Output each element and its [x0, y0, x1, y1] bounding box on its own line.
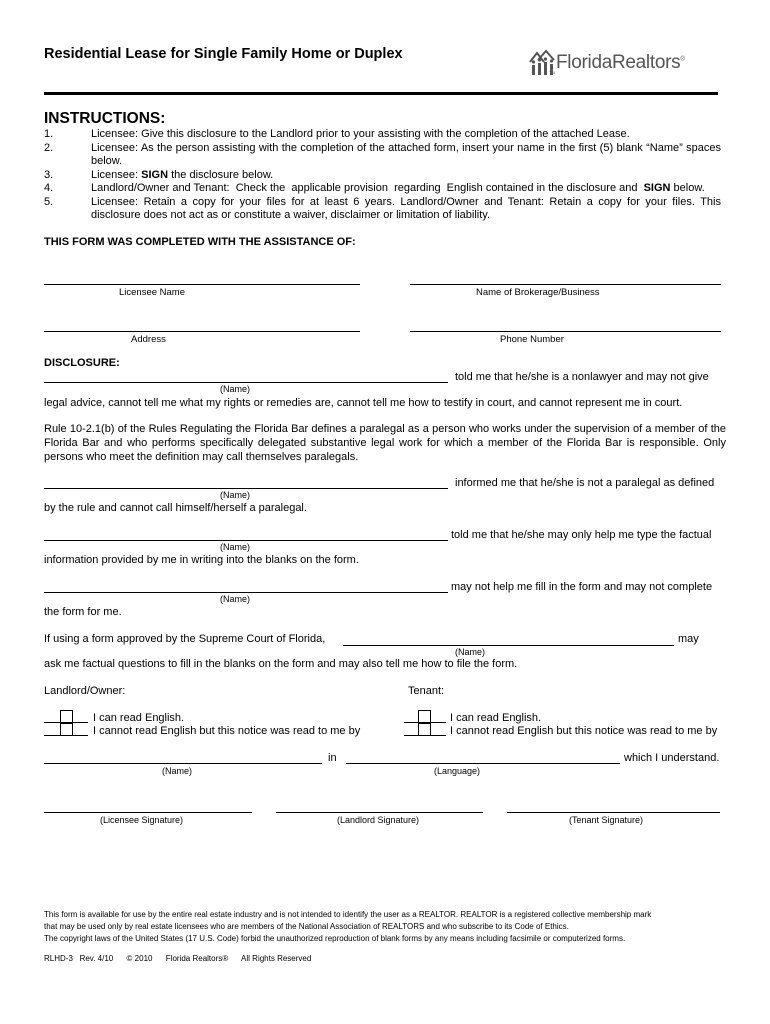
name-line-4[interactable]: [44, 592, 448, 593]
tenant-cannot-read-checkbox[interactable]: [418, 723, 431, 736]
tenant-cannot-read-label: I cannot read English but this notice was read to me by: [450, 725, 718, 737]
understand-label: which I understand.: [624, 752, 720, 764]
name-line-5[interactable]: [343, 645, 674, 646]
instructions-heading: INSTRUCTIONS:: [44, 110, 166, 127]
name-line-3[interactable]: [44, 540, 448, 541]
address-line[interactable]: [44, 331, 360, 332]
florida-realtors-logo: [528, 46, 685, 80]
instruction-item: 1. Licensee: Give this disclosure to the Landlord prior to your assisting with the completion of the attached Lease.: [44, 128, 630, 140]
disclosure-statement-5-tail: may: [678, 633, 699, 645]
footer-notice-line-1: This form is available for use by the entire real estate industry and is not intended to identify the user as a REALTOR. REALTOR is a registered collective membership mark: [44, 910, 652, 919]
name-line-1[interactable]: [44, 382, 448, 383]
name-caption: (Name): [455, 647, 486, 657]
language-line[interactable]: [346, 763, 620, 764]
instruction-item: 3. Licensee: SIGN the disclosure below.: [44, 168, 274, 181]
name-caption: (Name): [220, 384, 251, 394]
landlord-cannot-read-checkbox[interactable]: [60, 723, 73, 736]
disclosure-statement-2-cont: by the rule and cannot call himself/herself a paralegal.: [44, 502, 307, 514]
in-label: in: [328, 752, 337, 764]
brokerage-line[interactable]: [410, 284, 721, 285]
footer-notice-line-3: The copyright laws of the United States (17 U.S. Code) forbid the unauthorized reproduction of blank forms by any means including facsimile or computerized forms.: [44, 934, 626, 943]
paralegal-rule-paragraph: Rule 10-2.1(b) of the Rules Regulating the Florida Bar defines a paralegal as a person who works under the supervision of a member of the Florida Bar and who performs specifically delegated substantive legal work for which a member of the Florida Bar is responsible. Only persons who meet the definition may call themselves paralegals.: [44, 423, 726, 463]
name-caption: (Name): [220, 490, 251, 500]
landlord-can-read-label: I can read English.: [93, 712, 185, 724]
form-title: Residential Lease for Single Family Home or Duplex: [44, 46, 403, 62]
landlord-signature-caption: (Landlord Signature): [337, 815, 420, 825]
disclosure-heading: DISCLOSURE:: [44, 357, 120, 369]
landlord-signature-line[interactable]: [276, 812, 483, 813]
address-caption: Address: [131, 334, 166, 345]
assistance-heading: THIS FORM WAS COMPLETED WITH THE ASSISTANCE OF:: [44, 236, 356, 248]
tenant-signature-caption: (Tenant Signature): [569, 815, 644, 825]
logo-tm: TM: [549, 70, 555, 75]
footer-notice-line-2: that may be used only by real estate licensees who are members of the National Association of REALTORS and who subscribe to its Code of Ethics.: [44, 922, 569, 931]
disclosure-statement-2: informed me that he/she is not a paralegal as defined: [455, 477, 715, 489]
name-caption: (Name): [220, 594, 251, 604]
header-rule: [44, 92, 718, 95]
name-line-2[interactable]: [44, 488, 448, 489]
language-caption: (Language): [434, 766, 481, 776]
instruction-item: 4. Landlord/Owner and Tenant: Check the applicable provision regarding English contained in the disclosure and SIGN below.: [44, 182, 705, 194]
reader-name-line[interactable]: [44, 763, 322, 764]
licensee-signature-line[interactable]: [44, 812, 252, 813]
disclosure-statement-4: may not help me fill in the form and may not complete: [451, 581, 713, 593]
landlord-can-read-checkbox[interactable]: [60, 710, 73, 723]
landlord-cannot-read-label: I cannot read English but this notice was read to me by: [93, 725, 361, 737]
tenant-signature-line[interactable]: [507, 812, 720, 813]
instruction-item: 5. Licensee: Retain a copy for your files for at least 6 years. Landlord/Owner and Tenant: Retain a copy for your files. This disclosure does not act as or constitute a waiver, disclaimer or limitation of liability.: [44, 195, 721, 221]
tenant-can-read-label: I can read English.: [450, 712, 542, 724]
disclosure-statement-1: told me that he/she is a nonlawyer and may not give: [455, 371, 709, 383]
disclosure-statement-1-cont: legal advice, cannot tell me what my rights or remedies are, cannot tell me how to testify in court, and cannot represent me in court.: [44, 397, 683, 409]
phone-caption: Phone Number: [500, 334, 564, 345]
form-identifier: RLHD-3 Rev. 4/10 © 2010 Florida Realtors® All Rights Reserved: [44, 954, 312, 963]
licensee-signature-caption: (Licensee Signature): [100, 815, 184, 825]
instruction-item: 2. Licensee: As the person assisting with the completion of the attached form, insert your name in the first (5) blank “Name” spaces below.: [44, 141, 721, 167]
disclosure-statement-5-cont: ask me factual questions to fill in the blanks on the form and may also tell me how to file the form.: [44, 658, 518, 670]
disclosure-statement-5: If using a form approved by the Supreme Court of Florida,: [44, 633, 326, 645]
tenant-label: Tenant:: [408, 685, 445, 697]
disclosure-statement-3-cont: information provided by me in writing into the blanks on the form.: [44, 554, 359, 566]
disclosure-statement-3: told me that he/she may only help me type the factual: [451, 529, 712, 541]
landlord-label: Landlord/Owner:: [44, 685, 126, 697]
licensee-name-caption: Licensee Name: [119, 287, 186, 298]
name-caption: (Name): [220, 542, 251, 552]
phone-line[interactable]: [410, 331, 721, 332]
reader-name-caption: (Name): [162, 766, 193, 776]
licensee-name-line[interactable]: [44, 284, 360, 285]
tenant-can-read-checkbox[interactable]: [418, 710, 431, 723]
disclosure-statement-4-cont: the form for me.: [44, 606, 122, 618]
logo-wordmark: FloridaRealtors®: [556, 52, 685, 73]
brokerage-caption: Name of Brokerage/Business: [476, 287, 600, 298]
